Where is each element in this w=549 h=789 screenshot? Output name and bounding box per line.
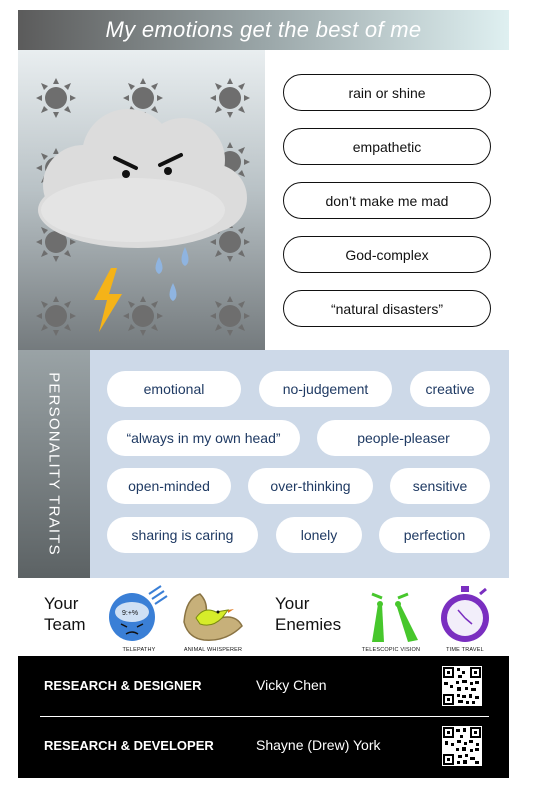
credit-row: [18, 716, 509, 776]
credit-name: Vicky Chen: [256, 677, 327, 693]
header-banner: [18, 10, 509, 50]
trait-pill: over-thinking: [248, 468, 373, 504]
team-heading: Your Team: [44, 594, 86, 634]
mood-pill: don’t make me mad: [283, 182, 491, 219]
power-label: TELESCOPIC VISION: [361, 647, 421, 653]
trait-pill: sensitive: [390, 468, 490, 504]
credit-row: [18, 656, 509, 716]
power-time-travel: [436, 584, 494, 653]
power-label: TELEPATHY: [122, 647, 156, 653]
page-title: My emotions get the best of me: [105, 17, 422, 42]
trait-pill: lonely: [276, 517, 362, 553]
enemies-heading: Your Enemies: [275, 594, 342, 634]
trait-pill: creative: [410, 371, 490, 407]
qr-code-icon[interactable]: [442, 666, 482, 706]
traits-area: [90, 350, 509, 578]
mood-pill: empathetic: [283, 128, 491, 165]
qr-code-icon[interactable]: [442, 726, 482, 766]
sun-icon: [210, 78, 250, 118]
mood-pill: God-complex: [283, 236, 491, 273]
credits-section: [18, 656, 509, 778]
trait-pill: people-pleaser: [317, 420, 490, 456]
power-telepathy: [104, 584, 174, 653]
svg-text:9:+%: 9:+%: [122, 610, 139, 617]
credit-role: RESEARCH & DEVELOPER: [44, 738, 214, 753]
weather-svg: [18, 50, 265, 360]
weather-illustration: [18, 50, 265, 360]
trait-pill: sharing is caring: [107, 517, 258, 553]
personality-traits-section: [18, 350, 509, 578]
power-telescopic-vision: [358, 584, 424, 653]
power-label: TIME TRAVEL: [446, 647, 484, 653]
trait-pill: “always in my own head”: [107, 420, 300, 456]
credit-name: Shayne (Drew) York: [256, 737, 381, 753]
traits-heading: PERSONALITY TRAITS: [45, 372, 63, 556]
telescopic-vision-icon: [358, 584, 424, 646]
profile-card: [18, 10, 509, 778]
hero-section: [18, 50, 509, 360]
power-label: ANIMAL WHISPERER: [183, 647, 243, 653]
team-and-enemies: [18, 578, 509, 656]
trait-pill: emotional: [107, 371, 241, 407]
trait-pill: perfection: [379, 517, 490, 553]
telepathy-head-icon: [104, 584, 174, 646]
raindrop-icon: [156, 247, 189, 301]
mood-pill: “natural disasters”: [283, 290, 491, 327]
sun-icon: [123, 296, 163, 336]
power-animal-whisperer: [176, 584, 250, 653]
mood-list: [283, 74, 491, 344]
lightning-icon: [94, 268, 122, 332]
cloud-icon: [38, 109, 247, 248]
sun-icon: [36, 296, 76, 336]
trait-pill: no-judgement: [259, 371, 392, 407]
trait-pill: open-minded: [107, 468, 231, 504]
traits-sidebar: [18, 350, 90, 578]
mood-pill: rain or shine: [283, 74, 491, 111]
stopwatch-icon: [436, 584, 494, 646]
bird-in-hands-icon: [176, 584, 250, 646]
sun-icon: [36, 78, 76, 118]
credit-role: RESEARCH & DESIGNER: [44, 678, 202, 693]
sun-icon: [210, 296, 250, 336]
